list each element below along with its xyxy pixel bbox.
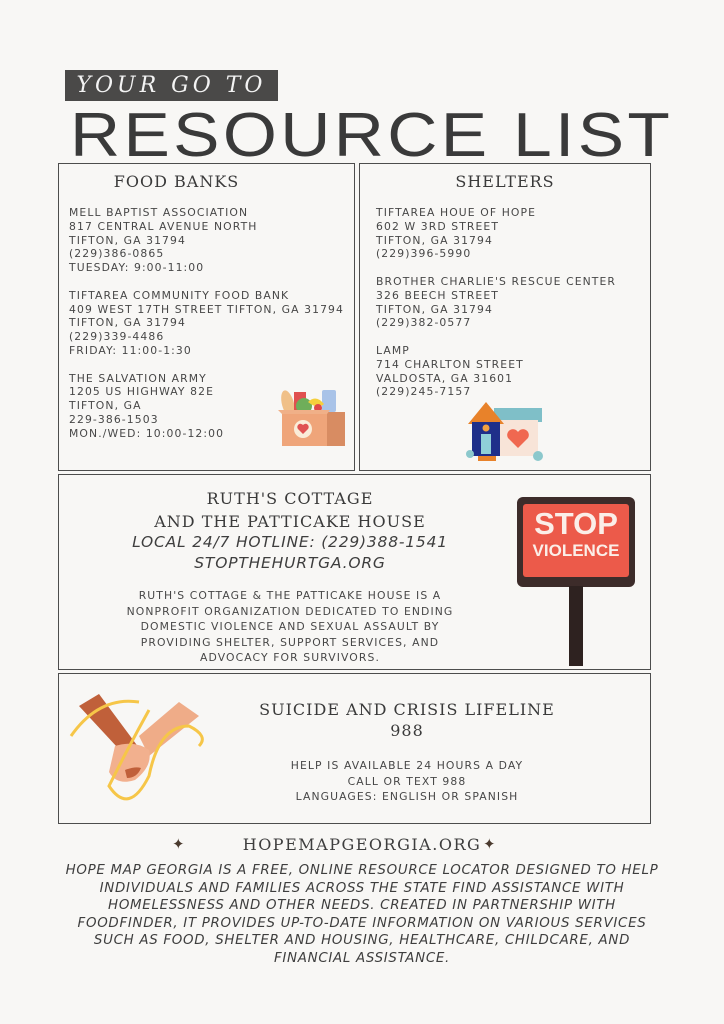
entry-detail: (229)386-0865 (69, 247, 165, 261)
page-title: RESOURCE LIST (70, 101, 674, 170)
sparkle-icon: ✦ (172, 835, 185, 853)
entry-detail: TIFTON, GA 31794 (376, 233, 493, 247)
spacer (376, 261, 616, 275)
lifeline-header (237, 700, 577, 740)
entry-name: THE SALVATION ARMY (69, 371, 207, 385)
entry-detail: 409 WEST 17TH STREET TIFTON, GA 31794 (69, 302, 344, 316)
ruths-hotline: LOCAL 24/7 HOTLINE: (229)388-1541 (132, 533, 448, 551)
lifeline-panel (58, 673, 651, 824)
sign-post (569, 586, 583, 666)
hopemap-description: HOPE MAP GEORGIA IS A FREE, ONLINE RESOURCE LOCATOR DESIGNED TO HELP INDIVIDUALS AND FAMILIES ACROSS THE STATE FIND ASSISTANCE WITH HOMELESSNESS AND OTHER NEEDS. CREATED IN PARTNERSHIP WITH FOODFINDER, IT PROVIDES UP-TO-DATE INFORMATION ON VARIOUS SERVICES SUCH AS FOOD, SHELTER AND HOUSING, HEALTHCARE, CHILDCARE, AND FINANCIAL ASSISTANCE. (65, 863, 659, 966)
entry-detail: 817 CENTRAL AVENUE NORTH (69, 219, 258, 233)
entry-detail: 229-386-1503 (69, 412, 159, 426)
ruths-title-line1: RUTH'S COTTAGE (206, 489, 374, 508)
entry-detail: TIFTON, GA 31794 (69, 233, 186, 247)
spacer (376, 330, 616, 344)
stop-violence-sign (517, 497, 635, 587)
entry-detail: TIFTON, GA (69, 399, 142, 413)
description-line: RUTH'S COTTAGE & THE PATTICAKE HOUSE IS A (138, 589, 442, 602)
entry-detail: (229)245-7157 (376, 385, 472, 399)
lifeline-detail-line: LANGUAGES: ENGLISH OR SPANISH (295, 790, 519, 804)
ruths-description (59, 588, 521, 666)
sparkle-icon: ✦ (483, 835, 496, 853)
entry-name: TIFTAREA COMMUNITY FOOD BANK (69, 288, 290, 302)
ruths-website-link[interactable]: STOPTHEHURTGA.ORG (194, 554, 386, 572)
lifeline-title: SUICIDE AND CRISIS LIFELINE (259, 700, 555, 719)
entry-detail: MON./WED: 10:00-12:00 (69, 426, 225, 440)
entry-detail: 326 BEECH STREET (376, 288, 499, 302)
entry-detail: 1205 US HIGHWAY 82E (69, 385, 215, 399)
banner-your-go-to: YOUR GO TO (65, 70, 278, 101)
grocery-box-icon (276, 386, 348, 448)
sign-stop-text: STOP (534, 506, 618, 541)
holding-hands-icon (69, 686, 209, 806)
entry-detail: FRIDAY: 11:00-1:30 (69, 343, 192, 357)
shelters-panel (359, 163, 651, 471)
ruths-header (59, 489, 521, 574)
house-heart-icon (466, 400, 546, 464)
ruths-cottage-panel (58, 474, 651, 670)
hopemap-website-link[interactable]: HOPEMAPGEORGIA.ORG (242, 835, 482, 854)
shelters-list (376, 206, 616, 399)
entry-detail: 602 W 3RD STREET (376, 219, 500, 233)
entry-detail: TUESDAY: 9:00-11:00 (69, 261, 205, 275)
entry-detail: (229)339-4486 (69, 330, 165, 344)
spacer (69, 358, 344, 372)
entry-detail: 714 CHARLTON STREET (376, 357, 524, 371)
spacer (69, 275, 344, 289)
entry-name: BROTHER CHARLIE'S RESCUE CENTER (376, 274, 617, 288)
lifeline-detail-line: CALL OR TEXT 988 (347, 774, 467, 788)
entry-detail: TIFTON, GA 31794 (376, 302, 493, 316)
ruths-title-line2: AND THE PATTICAKE HOUSE (154, 512, 426, 531)
food-banks-panel (58, 163, 355, 471)
entry-name: LAMP (376, 343, 410, 357)
food-banks-title: FOOD BANKS (113, 172, 240, 191)
entry-detail: TIFTON, GA 31794 (69, 316, 186, 330)
lifeline-number: 988 (390, 721, 424, 740)
entry-name: TIFTAREA HOUE OF HOPE (376, 206, 537, 219)
description-line: ADVOCACY FOR SURVIVORS. (200, 651, 380, 665)
entry-name: MELL BAPTIST ASSOCIATION (69, 206, 249, 219)
sign-violence-text: VIOLENCE (532, 541, 620, 560)
description-line: DOMESTIC VIOLENCE AND SEXUAL ASSAULT BY (140, 620, 440, 634)
lifeline-detail-line: HELP IS AVAILABLE 24 HOURS A DAY (290, 759, 524, 772)
entry-detail: (229)382-0577 (376, 316, 472, 330)
shelters-title: SHELTERS (455, 172, 555, 191)
entry-detail: VALDOSTA, GA 31601 (376, 371, 514, 385)
lifeline-details (237, 758, 577, 805)
entry-detail: (229)396-5990 (376, 247, 472, 261)
description-line: PROVIDING SHELTER, SUPPORT SERVICES, AND (140, 635, 440, 649)
description-line: NONPROFIT ORGANIZATION DEDICATED TO ENDING (126, 604, 454, 618)
